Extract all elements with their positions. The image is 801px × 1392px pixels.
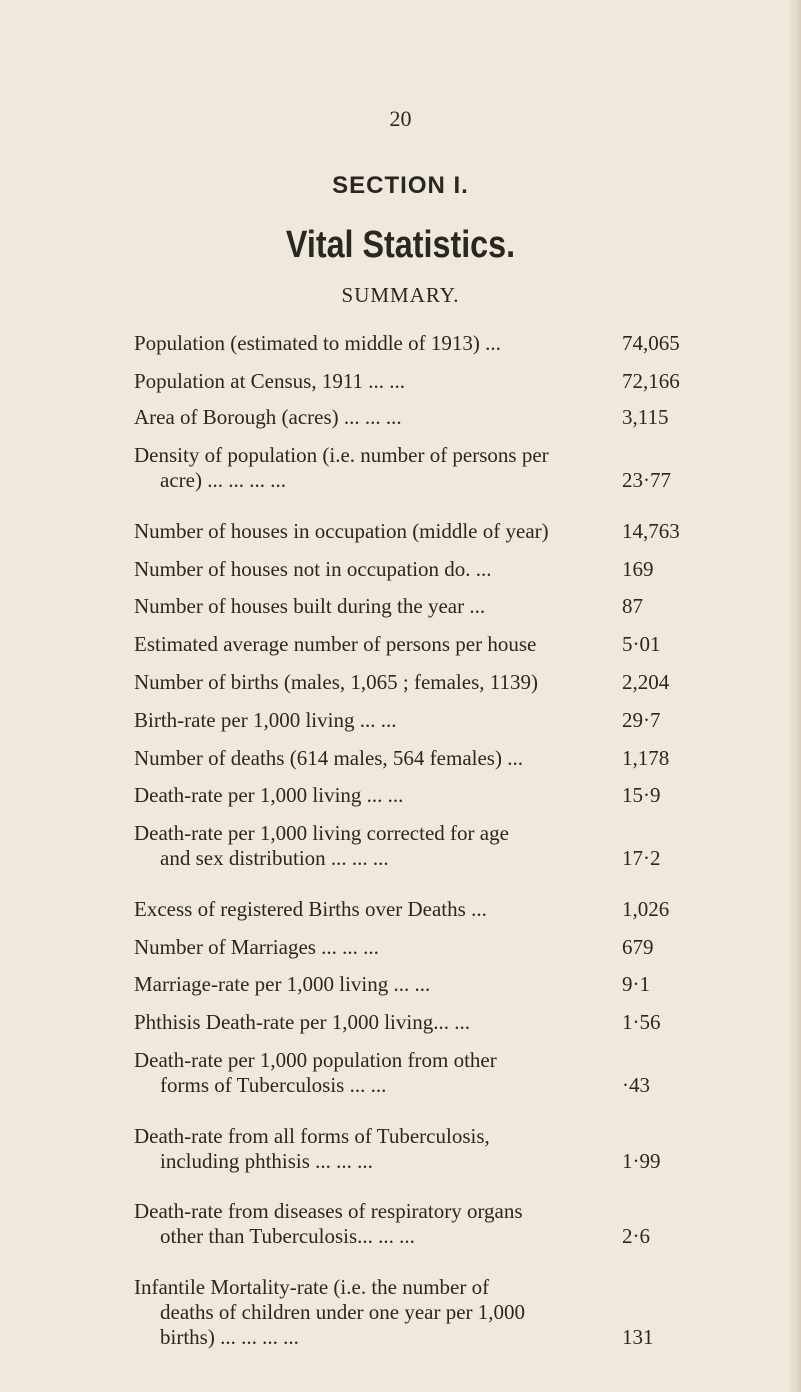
- stat-label: Number of houses in occupation (middle of year): [134, 519, 549, 543]
- stat-value: 1·56: [622, 1010, 661, 1034]
- stat-label-continuation: births) ... ... ... ...: [160, 1325, 299, 1349]
- stat-value: 169: [622, 557, 654, 581]
- summary-subtitle: SUMMARY.: [341, 283, 460, 307]
- stat-label: Number of houses not in occupation do. ...: [134, 557, 492, 581]
- stat-label: Birth-rate per 1,000 living ... ...: [134, 708, 397, 732]
- stat-value: 14,763: [622, 519, 680, 543]
- stat-label: Death-rate per 1,000 living ... ...: [134, 783, 404, 807]
- stat-label: Number of deaths (614 males, 564 females) ...: [134, 746, 523, 770]
- stat-value: 1,026: [622, 897, 670, 921]
- page-number: 20: [389, 106, 412, 131]
- stat-label-line: Death-rate from diseases of respiratory organs: [134, 1199, 523, 1223]
- stat-label: Population (estimated to middle of 1913) ...: [134, 331, 501, 355]
- stat-label-continuation: including phthisis ... ... ...: [160, 1149, 373, 1173]
- stat-label: Phthisis Death-rate per 1,000 living... ...: [134, 1010, 470, 1034]
- stat-label: Marriage-rate per 1,000 living ... ...: [134, 972, 431, 996]
- stat-label-continuation: forms of Tuberculosis ... ...: [160, 1073, 387, 1097]
- stat-label: Number of births (males, 1,065 ; females, 1139): [134, 670, 538, 694]
- stat-label-line: Density of population (i.e. number of persons per: [134, 443, 549, 467]
- main-title: Vital Statistics.: [285, 224, 516, 266]
- stat-label: [134, 1199, 614, 1249]
- stat-value: 131: [622, 1325, 654, 1349]
- stat-value: 74,065: [622, 331, 680, 355]
- stat-label-line: Death-rate per 1,000 living corrected for age: [134, 821, 509, 845]
- stat-value: 3,115: [622, 405, 669, 429]
- stat-label: Estimated average number of persons per house: [134, 632, 537, 656]
- stat-value: 5·01: [622, 632, 661, 656]
- stat-value: 9·1: [622, 972, 650, 996]
- stat-label-line: Death-rate from all forms of Tuberculosis,: [134, 1124, 490, 1148]
- stat-value: 2,204: [622, 670, 670, 694]
- stat-label: [134, 1275, 614, 1350]
- stat-value: 23·77: [622, 468, 671, 492]
- stat-value: ·43: [622, 1073, 650, 1097]
- stat-label: Number of houses built during the year ...: [134, 594, 486, 618]
- page-edge: [787, 0, 801, 1392]
- stat-label: Excess of registered Births over Deaths ...: [134, 897, 487, 921]
- stat-value: 2·6: [622, 1224, 650, 1248]
- stat-value: 72,166: [622, 369, 680, 393]
- stat-value: 15·9: [622, 783, 661, 807]
- stat-label-continuation: acre) ... ... ... ...: [160, 468, 286, 492]
- stat-label-line: Death-rate per 1,000 population from other: [134, 1048, 497, 1072]
- stat-value: 1,178: [622, 746, 670, 770]
- stat-label: [134, 1048, 614, 1098]
- stat-value: 87: [622, 594, 643, 618]
- stat-label: Number of Marriages ... ... ...: [134, 935, 379, 959]
- stat-value: 17·2: [622, 846, 661, 870]
- stat-label: [134, 821, 614, 871]
- stat-value: 29·7: [622, 708, 661, 732]
- stat-label: [134, 443, 614, 493]
- stat-label: [134, 1124, 614, 1174]
- stat-label-line: Infantile Mortality-rate (i.e. the number of: [134, 1275, 490, 1299]
- stat-value: 679: [622, 935, 654, 959]
- stat-label-continuation: deaths of children under one year per 1,000: [160, 1300, 526, 1324]
- stat-value: 1·99: [622, 1149, 661, 1173]
- stat-label-continuation: other than Tuberculosis... ... ...: [160, 1224, 415, 1248]
- stat-label-continuation: and sex distribution ... ... ...: [160, 846, 389, 870]
- stat-label: Area of Borough (acres) ... ... ...: [134, 405, 402, 429]
- stat-label: Population at Census, 1911 ... ...: [134, 369, 406, 393]
- section-heading: SECTION I.: [332, 172, 469, 199]
